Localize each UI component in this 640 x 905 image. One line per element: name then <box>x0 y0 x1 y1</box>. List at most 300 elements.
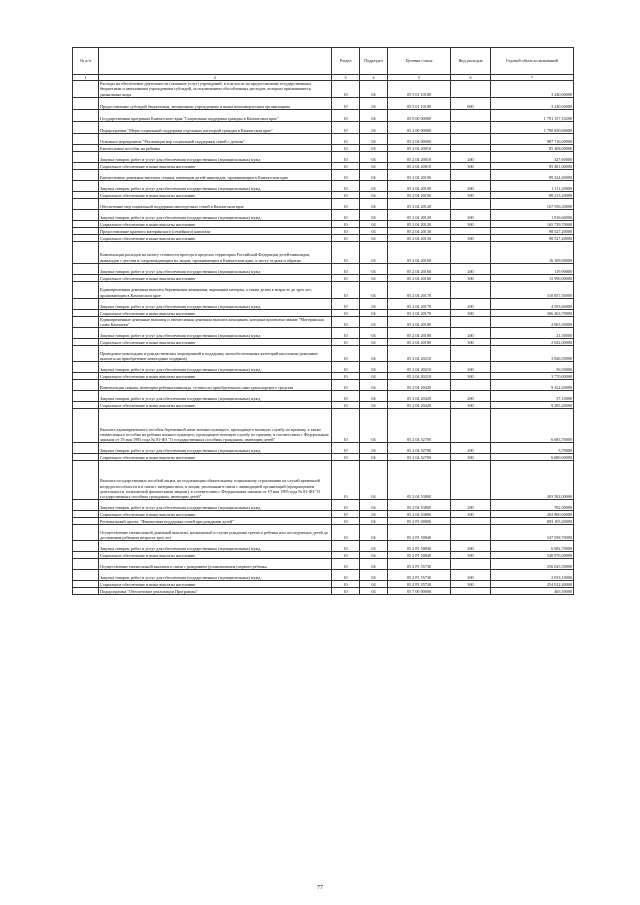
cell-cs: 05 2 04 20420 <box>388 402 451 409</box>
table-row <box>73 241 574 263</box>
header-col-name <box>99 48 332 75</box>
cell-pod: 04 <box>360 309 388 316</box>
cell-name: Закупка товаров, работ и услуг для обеспечения государственных (муниципальных) нужд <box>99 362 332 373</box>
cell-amount: 803 105,20000 <box>491 518 574 525</box>
header-col-razdel: Раздел <box>332 48 360 75</box>
cell-pod: 04 <box>360 346 388 362</box>
cell-name: Социальное обеспечение и иные выплаты населению <box>99 581 332 588</box>
cell-pod: 04 <box>360 191 388 198</box>
row-number-cell <box>73 81 99 98</box>
cell-amount: 4 593,60000 <box>491 298 574 309</box>
cell-pod: 04 <box>360 525 388 541</box>
cell-cs: 05 2 04 53800 <box>388 511 451 518</box>
cell-vr: 200 <box>451 263 491 274</box>
table-row <box>73 227 574 234</box>
row-number-cell <box>73 570 99 581</box>
cell-vr: 300 <box>451 274 491 281</box>
cell-vr <box>451 198 491 209</box>
row-number-cell <box>73 525 99 541</box>
cell-amount: 1 111,20000 <box>491 180 574 191</box>
table-row <box>73 144 574 151</box>
cell-pod: 04 <box>360 454 388 461</box>
cell-razdel: 10 <box>332 588 360 595</box>
table-row <box>73 309 574 316</box>
cell-pod: 04 <box>360 461 388 500</box>
cell-name: Предоставление субсидий бюджетным, автономным учреждениям и иным некоммерческим организациям <box>99 97 332 109</box>
cell-pod: 04 <box>360 133 388 144</box>
cell-amount: 119,90000 <box>491 263 574 274</box>
cell-amount: 167 556,30000 <box>491 198 574 209</box>
table-row <box>73 133 574 144</box>
header-col-target-article: Целевая статья <box>388 48 451 75</box>
cell-amount: 310 857,30000 <box>491 281 574 298</box>
row-number-cell <box>73 97 99 109</box>
row-number-cell <box>73 518 99 525</box>
cell-name: Осуществление ежемесячной денежной выплаты, назначаемой в случае рождения третьего ребенка или последующих детей до достижения ребенком возраста трех лет <box>99 525 332 541</box>
row-number-cell <box>73 234 99 241</box>
cell-razdel: 10 <box>332 209 360 220</box>
cell-vr: 300 <box>451 552 491 559</box>
header-col-number: № п/п <box>73 48 99 75</box>
cell-name: Социальное обеспечение и иные выплаты населению <box>99 162 332 169</box>
cell-razdel: 10 <box>332 552 360 559</box>
cell-amount: 465,50000 <box>491 588 574 595</box>
cell-vr: 300 <box>451 339 491 346</box>
cell-cs: 05 7 00 00000 <box>388 588 451 595</box>
row-number-cell <box>73 144 99 151</box>
row-number-cell <box>73 227 99 234</box>
cell-pod: 04 <box>360 500 388 511</box>
cell-cs: 05 2 04 20160 <box>388 241 451 263</box>
cell-pod: 04 <box>360 144 388 151</box>
cell-name: Выплата государственных пособий лицам, не подлежащим обязательному социальному страхованию на случай временной нетрудоспособности и в связи с материнством, и лицам, уволенным в связи с ликвидацией организаций (прекращением деятельности, полномочий физическими лицами), в соответствии с Федеральным законом от 19 мая 1995 года № 81-ФЗ "О государственных пособиях гражданам, имеющим детей" <box>99 461 332 500</box>
cell-vr <box>451 109 491 121</box>
cell-name: Закупка товаров, работ и услуг для обеспечения государственных (муниципальных) нужд <box>99 263 332 274</box>
cell-vr <box>451 346 491 362</box>
cell-razdel: 10 <box>332 198 360 209</box>
cell-vr: 200 <box>451 180 491 191</box>
cell-vr: 200 <box>451 443 491 454</box>
cell-vr: 300 <box>451 373 491 380</box>
table-row <box>73 169 574 180</box>
cell-name: Государственная программа Камчатского края "Социальная поддержка граждан в Камчатском крае" <box>99 109 332 121</box>
cell-amount: 327,60000 <box>491 151 574 162</box>
cell-cs: 05 2 04 20160 <box>388 263 451 274</box>
cell-cs: 05 2 04 52700 <box>388 454 451 461</box>
table-row <box>73 263 574 274</box>
cell-cs: 05 2 04 20160 <box>388 274 451 281</box>
row-number-cell <box>73 588 99 595</box>
cell-name: Закупка товаров, работ и услуг для обеспечения государственных (муниципальных) нужд <box>99 541 332 552</box>
table-row <box>73 209 574 220</box>
cell-amount: 254 012,40000 <box>491 581 574 588</box>
cell-cs: 05 2 04 20010 <box>388 151 451 162</box>
cell-amount: 1 816,60000 <box>491 209 574 220</box>
cell-name: Социальное обеспечение и иные выплаты населению <box>99 339 332 346</box>
cell-razdel: 10 <box>332 227 360 234</box>
cell-pod: 04 <box>360 97 388 109</box>
row-number-cell <box>73 109 99 121</box>
cell-vr: 200 <box>451 391 491 402</box>
table-row <box>73 339 574 346</box>
row-number-cell <box>73 511 99 518</box>
cell-pod: 04 <box>360 570 388 581</box>
cell-razdel: 10 <box>332 391 360 402</box>
cell-vr: 300 <box>451 220 491 227</box>
cell-name: Закупка товаров, работ и услуг для обеспечения государственных (муниципальных) нужд <box>99 391 332 402</box>
cell-amount: 98 527,20000 <box>491 234 574 241</box>
table-row <box>73 121 574 133</box>
cell-vr <box>451 121 491 133</box>
cell-razdel: 10 <box>332 144 360 151</box>
row-number-cell <box>73 373 99 380</box>
cell-vr: 300 <box>451 191 491 198</box>
header-row <box>73 48 574 75</box>
table-row <box>73 552 574 559</box>
table-row <box>73 581 574 588</box>
cell-name: Предоставление краевого материнского (семейного) капитала <box>99 227 332 234</box>
table-row <box>73 191 574 198</box>
cell-vr: 600 <box>451 97 491 109</box>
cell-amount: 540 976,00000 <box>491 552 574 559</box>
cell-razdel: 10 <box>332 309 360 316</box>
table-row <box>73 454 574 461</box>
row-number-cell <box>73 559 99 570</box>
cell-name: Расходы на обеспечение деятельности (оказание услуг) учреждений, в том числе на предоставление государственным бюджетным и автономным учреждениям субсидий, за исключением обособленных расходов, которым присваиваются уникальные коды <box>99 81 332 98</box>
table-row <box>73 373 574 380</box>
table-row <box>73 97 574 109</box>
col-number: 1 <box>73 75 99 81</box>
page-number: 77 <box>317 885 323 891</box>
cell-pod: 04 <box>360 162 388 169</box>
cell-pod: 04 <box>360 339 388 346</box>
cell-amount: 3 770,00000 <box>491 373 574 380</box>
cell-amount: 203 582,00000 <box>491 461 574 500</box>
cell-cs: 05 0 00 00000 <box>388 109 451 121</box>
cell-pod: 04 <box>360 559 388 570</box>
row-number-cell <box>73 500 99 511</box>
table-row <box>73 162 574 169</box>
cell-pod: 04 <box>360 169 388 180</box>
cell-pod: 04 <box>360 227 388 234</box>
cell-cs: 05 2 04 20010 <box>388 162 451 169</box>
cell-razdel: 10 <box>332 500 360 511</box>
cell-vr: 300 <box>451 454 491 461</box>
cell-razdel: 10 <box>332 162 360 169</box>
cell-cs: 05 2 04 20210 <box>388 362 451 373</box>
cell-amount: 89 324,40000 <box>491 169 574 180</box>
cell-pod: 04 <box>360 180 388 191</box>
cell-cs: 05 2 04 20130 <box>388 234 451 241</box>
cell-name: Закупка товаров, работ и услуг для обеспечения государственных (муниципальных) нужд <box>99 328 332 339</box>
cell-cs: 05 2 04 52700 <box>388 443 451 454</box>
cell-cs: 05 2 00 00000 <box>388 121 451 133</box>
cell-razdel: 10 <box>332 380 360 391</box>
cell-vr <box>451 409 491 443</box>
cell-vr <box>451 227 491 234</box>
cell-cs: 05 2 04 20170 <box>388 281 451 298</box>
cell-pod: 04 <box>360 316 388 328</box>
cell-amount: 6 680,00000 <box>491 454 574 461</box>
cell-cs: 05 5 01 10180 <box>388 81 451 98</box>
table-row <box>73 362 574 373</box>
cell-vr <box>451 588 491 595</box>
cell-name: Выплата единовременного пособия беременной жене военнослужащего, проходящего военную службу по призыву, а также ежемесячного пособия на ребенка военнослужащего, проходящего военную службу по призыву, в соответствии с Федеральным законом от 19 мая 1995 года № 81-ФЗ "О государственных пособиях гражданам, имеющим детей" <box>99 409 332 443</box>
cell-razdel: 10 <box>332 461 360 500</box>
cell-vr: 200 <box>451 209 491 220</box>
row-number-cell <box>73 346 99 362</box>
row-number-cell <box>73 180 99 191</box>
row-number-cell <box>73 402 99 409</box>
cell-amount: 9 285,20000 <box>491 402 574 409</box>
row-number-cell <box>73 309 99 316</box>
cell-name: Социальное обеспечение и иные выплаты населению <box>99 511 332 518</box>
cell-amount: 3 240,00000 <box>491 81 574 98</box>
cell-vr: 300 <box>451 511 491 518</box>
cell-pod: 04 <box>360 198 388 209</box>
cell-vr: 300 <box>451 581 491 588</box>
cell-razdel: 10 <box>332 518 360 525</box>
cell-razdel: 10 <box>332 559 360 570</box>
cell-razdel: 10 <box>332 339 360 346</box>
cell-razdel: 10 <box>332 328 360 339</box>
cell-razdel: 10 <box>332 220 360 227</box>
cell-name: Ежемесячное пособие на ребенка <box>99 144 332 151</box>
cell-cs: 05 2 04 53800 <box>388 500 451 511</box>
cell-amount: 15 990,00000 <box>491 274 574 281</box>
cell-cs: 05 2 04 00000 <box>388 133 451 144</box>
cell-amount: 21,30000 <box>491 328 574 339</box>
cell-cs: 05 2 04 20120 <box>388 220 451 227</box>
cell-razdel: 10 <box>332 97 360 109</box>
cell-vr: 200 <box>451 500 491 511</box>
col-number: 7 <box>491 75 574 81</box>
budget-table <box>72 47 574 595</box>
cell-amount: 987 716,00000 <box>491 133 574 144</box>
cell-amount: 3 240,00000 <box>491 97 574 109</box>
table-row <box>73 180 574 191</box>
cell-cs: 05 2 04 20210 <box>388 346 451 362</box>
cell-cs: 05 2 04 20420 <box>388 380 451 391</box>
cell-pod: 04 <box>360 409 388 443</box>
table-row <box>73 391 574 402</box>
cell-pod: 04 <box>360 151 388 162</box>
cell-amount: 306 263,70000 <box>491 309 574 316</box>
col-number: 2 <box>99 75 332 81</box>
table-row <box>73 274 574 281</box>
cell-name: Социальное обеспечение и иные выплаты населению <box>99 309 332 316</box>
table-body <box>73 81 574 595</box>
cell-vr: 300 <box>451 234 491 241</box>
table-row <box>73 151 574 162</box>
cell-cs: 05 2 04 20210 <box>388 373 451 380</box>
cell-vr <box>451 241 491 263</box>
cell-razdel: 10 <box>332 81 360 98</box>
cell-cs: 05 5 01 10180 <box>388 97 451 109</box>
cell-amount: 5,70000 <box>491 443 574 454</box>
cell-cs: 05 2 04 20130 <box>388 227 451 234</box>
cell-cs: 05 2 P1 50840 <box>388 541 451 552</box>
row-number-cell <box>73 209 99 220</box>
table-row <box>73 346 574 362</box>
cell-amount: 56,50000 <box>491 362 574 373</box>
col-number: 3 <box>332 75 360 81</box>
cell-razdel: 10 <box>332 234 360 241</box>
table-row <box>73 109 574 121</box>
cell-cs: 05 2 04 52700 <box>388 409 451 443</box>
row-number-cell <box>73 198 99 209</box>
cell-name: Социальное обеспечение и иные выплаты населению <box>99 454 332 461</box>
cell-name: Единовременная денежная выплата беременным женщинам, кормящим матерям, а также детям в возрасте до трех лет, проживающим в Камчатском крае <box>99 281 332 298</box>
cell-amount: 3 826,50000 <box>491 346 574 362</box>
header-col-podrazdel: Подраздел <box>360 48 388 75</box>
cell-amount: 2 033,10000 <box>491 570 574 581</box>
cell-name: Обеспечение мер социальной поддержки многодетных семей в Камчатском крае <box>99 198 332 209</box>
table-row <box>73 220 574 227</box>
cell-amount: 98 527,20000 <box>491 227 574 234</box>
cell-name: Осуществление ежемесячной выплаты в связи с рождением (усыновлением) первого ребенка <box>99 559 332 570</box>
cell-cs: 05 2 04 20180 <box>388 328 451 339</box>
cell-pod: 04 <box>360 241 388 263</box>
cell-razdel: 10 <box>332 274 360 281</box>
cell-amount: 547 058,70000 <box>491 525 574 541</box>
cell-vr: 200 <box>451 328 491 339</box>
cell-amount: 2 063,30000 <box>491 316 574 328</box>
cell-pod: 04 <box>360 443 388 454</box>
table-row <box>73 81 574 98</box>
cell-amount: 9 322,20000 <box>491 380 574 391</box>
cell-razdel: 10 <box>332 581 360 588</box>
cell-pod: 04 <box>360 81 388 98</box>
cell-pod: 04 <box>360 391 388 402</box>
cell-vr <box>451 316 491 328</box>
row-number-cell <box>73 552 99 559</box>
cell-name: Закупка товаров, работ и услуг для обеспечения государственных (муниципальных) нужд <box>99 500 332 511</box>
cell-pod: 04 <box>360 281 388 298</box>
cell-name: Основное мероприятие "Реализация мер социальной поддержки семей с детьми" <box>99 133 332 144</box>
cell-vr <box>451 461 491 500</box>
row-number-cell <box>73 328 99 339</box>
cell-name: Социальное обеспечение и иные выплаты населению <box>99 373 332 380</box>
cell-name: Социальное обеспечение и иные выплаты населению <box>99 220 332 227</box>
cell-cs: 05 2 04 20010 <box>388 144 451 151</box>
cell-name: Социальное обеспечение и иные выплаты населению <box>99 552 332 559</box>
row-number-cell <box>73 461 99 500</box>
cell-name: Закупка товаров, работ и услуг для обеспечения государственных (муниципальных) нужд <box>99 180 332 191</box>
row-number-cell <box>73 581 99 588</box>
cell-pod: 04 <box>360 581 388 588</box>
cell-name: Компенсация семьям, имеющим ребенка-инвалида, стоимости приобретенного ими транспортного средства <box>99 380 332 391</box>
cell-vr: 200 <box>451 570 491 581</box>
cell-pod: 04 <box>360 298 388 309</box>
cell-cs: 05 2 P1 55730 <box>388 570 451 581</box>
cell-razdel: 10 <box>332 454 360 461</box>
cell-pod: 04 <box>360 274 388 281</box>
cell-razdel: 10 <box>332 180 360 191</box>
cell-amount: 1 790 850,60000 <box>491 121 574 133</box>
cell-amount: 85 408,00000 <box>491 144 574 151</box>
cell-pod: 04 <box>360 373 388 380</box>
cell-pod: 04 <box>360 121 388 133</box>
row-number-cell <box>73 339 99 346</box>
cell-amount: 202 800,00000 <box>491 511 574 518</box>
cell-cs: 05 2 P1 55730 <box>388 581 451 588</box>
cell-razdel: 10 <box>332 169 360 180</box>
row-number-cell <box>73 316 99 328</box>
cell-razdel: 10 <box>332 241 360 263</box>
col-number: 6 <box>451 75 491 81</box>
cell-razdel: 10 <box>332 541 360 552</box>
cell-razdel: 10 <box>332 281 360 298</box>
cell-cs: 05 2 04 20180 <box>388 316 451 328</box>
cell-razdel: 10 <box>332 151 360 162</box>
cell-amount: 6 685,70000 <box>491 409 574 443</box>
cell-cs: 05 2 04 20170 <box>388 298 451 309</box>
cell-cs: 05 2 P1 50840 <box>388 525 451 541</box>
table-row <box>73 402 574 409</box>
table-row <box>73 588 574 595</box>
header-col-expense-type: Вид расходов <box>451 48 491 75</box>
cell-pod: 04 <box>360 518 388 525</box>
row-number-cell <box>73 274 99 281</box>
cell-pod: 04 <box>360 588 388 595</box>
row-number-cell <box>73 298 99 309</box>
cell-amount: 88 213,20000 <box>491 191 574 198</box>
cell-name: Социальное обеспечение и иные выплаты населению <box>99 274 332 281</box>
table-row <box>73 281 574 298</box>
cell-name: Закупка товаров, работ и услуг для обеспечения государственных (муниципальных) нужд <box>99 570 332 581</box>
cell-cs: 05 2 04 20120 <box>388 198 451 209</box>
table-row <box>73 234 574 241</box>
cell-pod: 04 <box>360 511 388 518</box>
row-number-cell <box>73 391 99 402</box>
cell-vr <box>451 133 491 144</box>
cell-vr: 300 <box>451 309 491 316</box>
cell-pod: 04 <box>360 380 388 391</box>
table-row <box>73 409 574 443</box>
cell-razdel: 10 <box>332 402 360 409</box>
cell-vr <box>451 144 491 151</box>
cell-pod: 04 <box>360 234 388 241</box>
row-number-cell <box>73 191 99 198</box>
cell-razdel: 10 <box>332 362 360 373</box>
cell-vr <box>451 169 491 180</box>
cell-vr: 300 <box>451 162 491 169</box>
cell-razdel: 10 <box>332 191 360 198</box>
cell-cs: 05 2 04 20100 <box>388 191 451 198</box>
cell-razdel: 10 <box>332 133 360 144</box>
cell-cs: 05 2 04 20180 <box>388 339 451 346</box>
cell-vr <box>451 81 491 98</box>
row-number-cell <box>73 362 99 373</box>
row-number-cell <box>73 409 99 443</box>
cell-amount: 16 109,90000 <box>491 241 574 263</box>
cell-razdel: 10 <box>332 298 360 309</box>
cell-cs: 05 2 04 53800 <box>388 461 451 500</box>
cell-name: Подпрограмма "Обеспечение реализации Программы" <box>99 588 332 595</box>
cell-vr <box>451 559 491 570</box>
cell-razdel: 10 <box>332 409 360 443</box>
col-number: 5 <box>388 75 451 81</box>
cell-cs: 05 2 04 20120 <box>388 209 451 220</box>
row-number-cell <box>73 443 99 454</box>
cell-vr: 200 <box>451 151 491 162</box>
cell-name: Закупка товаров, работ и услуг для обеспечения государственных (муниципальных) нужд <box>99 151 332 162</box>
cell-pod: 04 <box>360 362 388 373</box>
cell-name: Единовременные денежные выплаты и ежемесячная денежная выплата женщинам, которым присвоено звание "Материнская слава Камчатки" <box>99 316 332 328</box>
cell-amount: 6 082,70000 <box>491 541 574 552</box>
row-number-cell <box>73 133 99 144</box>
